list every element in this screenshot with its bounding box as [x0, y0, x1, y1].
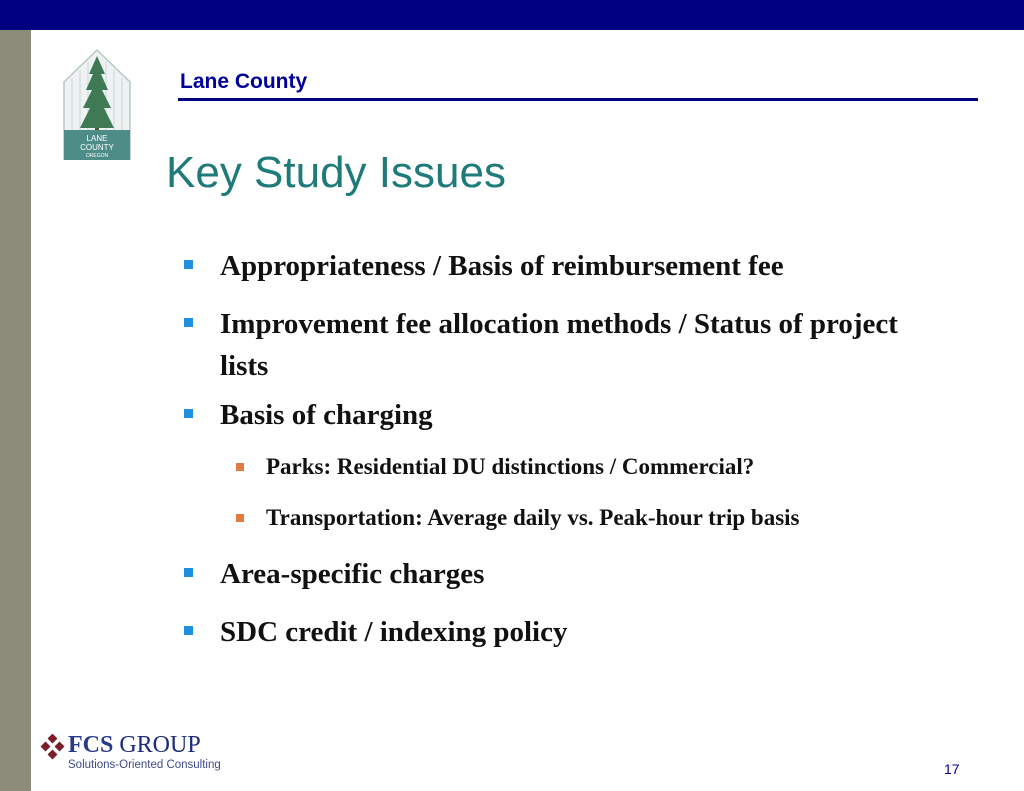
top-bar	[0, 0, 1024, 30]
logo-line2: COUNTY	[80, 143, 114, 152]
square-bullet-icon	[236, 514, 244, 522]
logo-line1: LANE	[86, 134, 108, 143]
fcs-rest: GROUP	[119, 732, 201, 758]
square-bullet-icon	[184, 409, 193, 418]
bullet-item	[180, 553, 940, 595]
logo-line3: OREGON	[85, 153, 109, 159]
bullet-text: SDC credit / indexing policy	[220, 616, 568, 648]
lane-county-logo	[62, 48, 132, 160]
left-bar	[0, 30, 31, 791]
square-bullet-icon	[184, 626, 193, 635]
sub-bullet-item	[180, 452, 966, 482]
bullet-text: Appropriateness / Basis of reimbursement fee	[220, 250, 784, 282]
bullet-text: Transportation: Average daily vs. Peak-hour trip basis	[266, 505, 800, 530]
bullet-item	[180, 303, 940, 387]
square-bullet-icon	[184, 568, 193, 577]
bullet-item	[180, 394, 940, 436]
square-bullet-icon	[184, 260, 193, 269]
org-name: Lane County	[180, 70, 308, 93]
slide-title: Key Study Issues	[166, 148, 506, 197]
page-number: 17	[944, 761, 960, 777]
diamond-cluster-icon	[40, 734, 66, 760]
bullet-list	[180, 245, 980, 653]
bullet-text: Basis of charging	[220, 399, 433, 431]
bullet-text: Area-specific charges	[220, 558, 485, 590]
bullet-text: Improvement fee allocation methods / Status of project lists	[220, 308, 898, 382]
square-bullet-icon	[184, 318, 193, 327]
square-bullet-icon	[236, 463, 244, 471]
fcs-group-logo	[40, 730, 230, 775]
fcs-tagline: Solutions-Oriented Consulting	[68, 759, 221, 771]
bullet-item	[180, 611, 940, 653]
sub-bullet-item	[180, 503, 966, 533]
bullet-text: Parks: Residential DU distinctions / Commercial?	[266, 454, 755, 479]
fcs-company-name	[68, 732, 201, 759]
bullet-item	[180, 245, 940, 287]
fcs-short: FCS	[68, 732, 114, 758]
header-rule	[178, 98, 978, 101]
